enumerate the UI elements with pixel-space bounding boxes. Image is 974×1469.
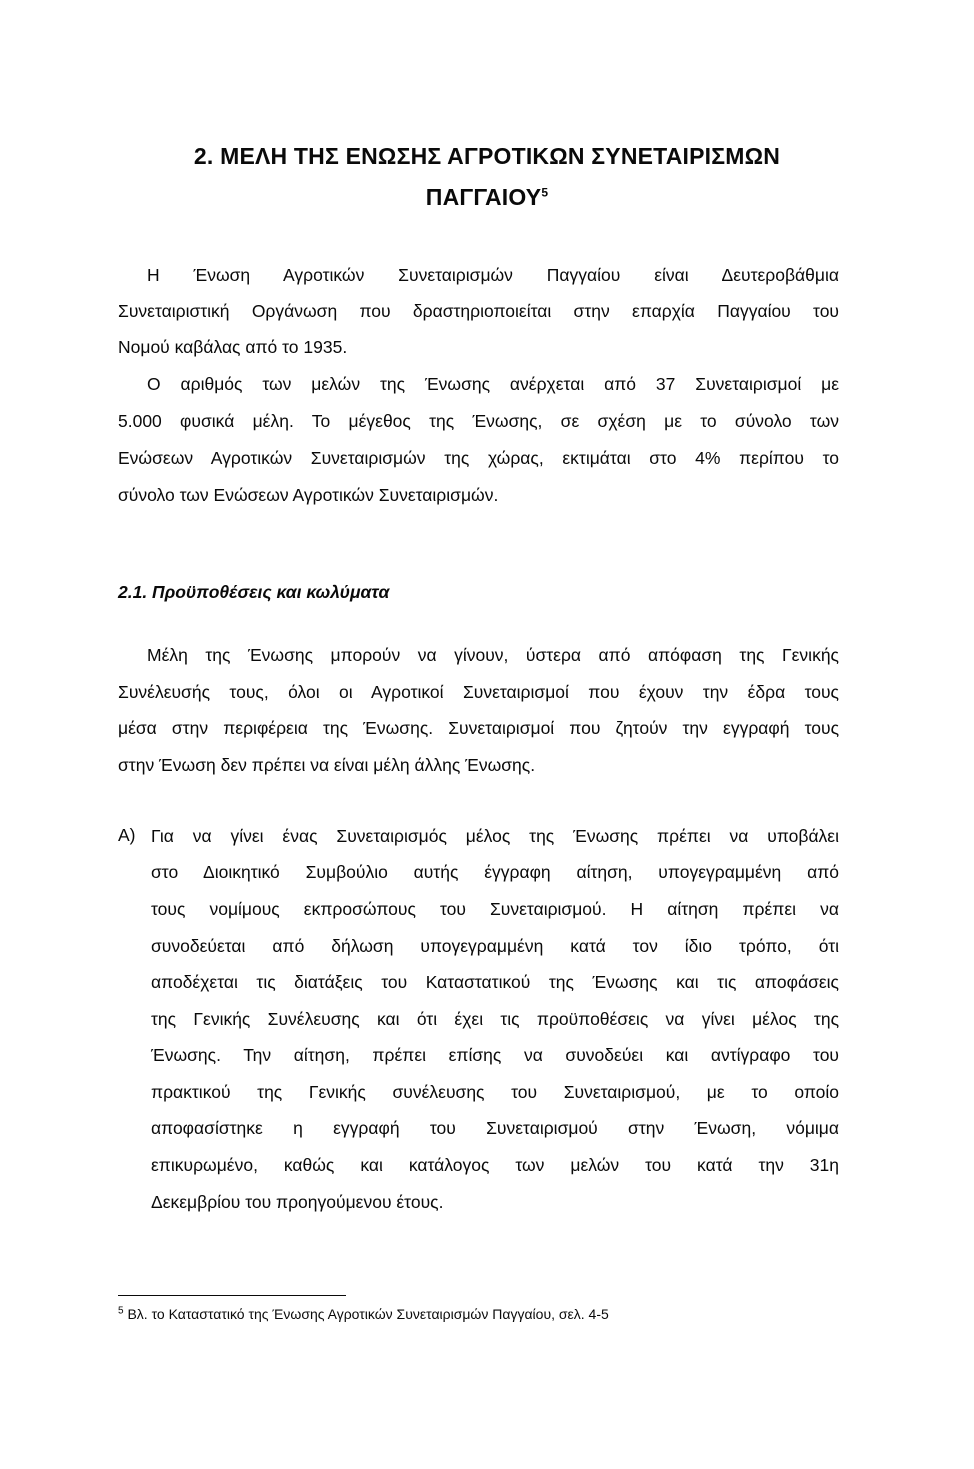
footnote-divider xyxy=(118,1295,346,1296)
section-title-line-1: 2. ΜΕΛΗ ΤΗΣ ΕΝΩΣΗΣ ΑΓΡΟΤΙΚΩΝ ΣΥΝΕΤΑΙΡΙΣΜΩΝ xyxy=(193,143,781,169)
intro-line: σύνολο των Ενώσεων Αγροτικών Συνεταιρισμών. xyxy=(118,485,499,505)
section-title-text: ΠΑΓΓΑΙΟΥ xyxy=(425,184,542,210)
intro-line: Η Ένωση Αγροτικών Συνεταιρισμών Παγγαίου είναι Δευτεροβάθμια xyxy=(147,265,839,285)
subsection-line: Μέλη της Ένωσης μπορούν να γίνουν, ύστερα από απόφαση της Γενικής xyxy=(147,645,839,665)
item-a-line: Για να γίνει ένας Συνεταιρισμός μέλος της Ένωσης πρέπει να υποβάλει xyxy=(151,826,839,846)
intro-line: Ο αριθμός των μελών της Ένωσης ανέρχεται από 37 Συνεταιρισμοί με xyxy=(147,374,839,394)
item-a-line: αποφασίστηκε η εγγραφή του Συνεταιρισμού στην Ένωση, νόμιμα xyxy=(151,1118,839,1138)
item-a-line: πρακτικού της Γενικής συνέλευσης του Συνεταιρισμού, με το οποίο xyxy=(151,1082,839,1102)
subsection-line: στην Ένωση δεν πρέπει να είναι μέλη άλλης Ένωσης. xyxy=(118,755,536,775)
footnote xyxy=(118,1306,609,1322)
item-a-line: Ένωσης. Την αίτηση, πρέπει επίσης να συνοδεύει και αντίγραφο του xyxy=(151,1045,839,1065)
footnote-reference: 5 xyxy=(541,185,549,200)
intro-line: Συνεταιριστική Οργάνωση που δραστηριοποιείται στην επαρχία Παγγαίου του xyxy=(118,301,839,321)
intro-line: Ενώσεων Αγροτικών Συνεταιρισμών της χώρας, εκτιμάται στο 4% περίπου το xyxy=(118,448,839,468)
footnote-marker: 5 xyxy=(118,1305,124,1317)
section-title-line-2 xyxy=(0,184,974,211)
item-a-line: επικυρωμένο, καθώς και κατάλογος των μελών του κατά την 31η xyxy=(151,1155,839,1175)
subsection-title: 2.1. Προϋποθέσεις και κωλύματα xyxy=(118,582,390,602)
footnote-text: Βλ. το Καταστατικό της Ένωσης Αγροτικών Συνεταιρισμών Παγγαίου, σελ. 4-5 xyxy=(123,1306,609,1322)
intro-line: 5.000 φυσικά μέλη. Το μέγεθος της Ένωσης, σε σχέση με το σύνολο των xyxy=(118,411,839,431)
item-a-line: αποδέχεται τις διατάξεις του Καταστατικού της Ένωσης και τις αποφάσεις xyxy=(151,972,839,992)
item-a-line: τους νομίμους εκπροσώπους του Συνεταιρισμού. Η αίτηση πρέπει να xyxy=(151,899,839,919)
item-a-line: στο Διοικητικό Συμβούλιο αυτής έγγραφη αίτηση, υπογεγραμμένη από xyxy=(151,862,839,882)
subsection-line: μέσα στην περιφέρεια της Ένωσης. Συνεταιρισμοί που ζητούν την εγγραφή τους xyxy=(118,718,839,738)
item-a-line: της Γενικής Συνέλευσης και ότι έχει τις προϋποθέσεις να γίνει μέλος της xyxy=(151,1009,839,1029)
subsection-line: Συνέλευσής τους, όλοι οι Αγροτικοί Συνεταιρισμοί που έχουν την έδρα τους xyxy=(118,682,839,702)
list-item-label: A) xyxy=(118,825,136,845)
intro-line: Νομού καβάλας από το 1935. xyxy=(118,337,348,357)
item-a-line: Δεκεμβρίου του προηγούμενου έτους. xyxy=(151,1192,444,1212)
item-a-line: συνοδεύεται από δήλωση υπογεγραμμένη κατά τον ίδιο τρόπο, ότι xyxy=(151,936,839,956)
